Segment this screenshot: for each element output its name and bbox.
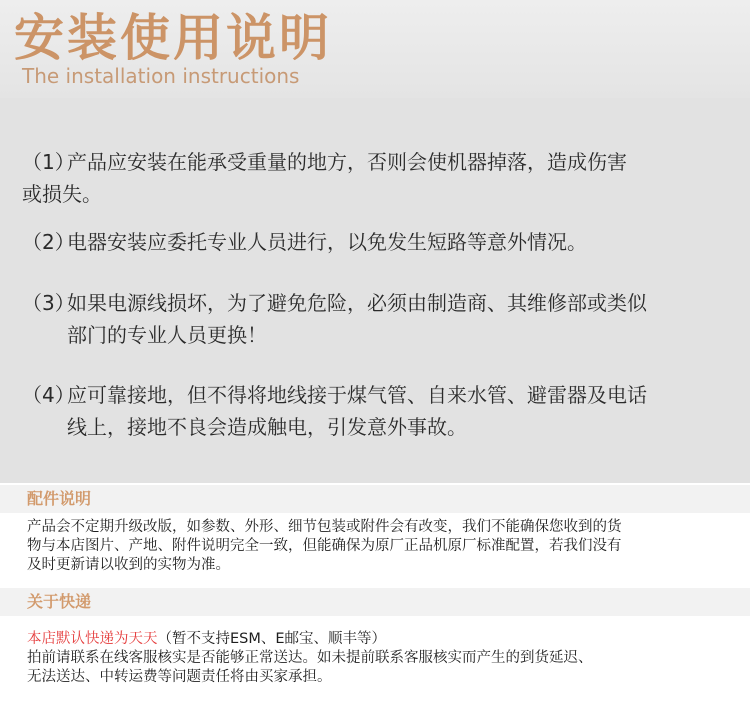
instruction-text: 应可靠接地，但不得将地线接于煤气管、自来水管、避雷器及电话 bbox=[67, 383, 647, 407]
default-courier-highlight: 本店默认快递为天天 bbox=[27, 631, 158, 647]
instruction-text: 电器安装应委托专业人员进行，以免发生短路等意外情况。 bbox=[67, 230, 587, 254]
delivery-notice bbox=[27, 630, 749, 649]
instruction-text: 产品应安装在能承受重量的地方，否则会使机器掉落，造成伤害 bbox=[67, 150, 627, 174]
accessories-line: 产品会不定期升级改版，如参数、外形、细节包装或附件会有改变，我们不能确保您收到的货 bbox=[27, 519, 622, 535]
instruction-number: （1） bbox=[22, 150, 75, 174]
delivery-heading-bar bbox=[0, 588, 750, 616]
instruction-item-4 bbox=[22, 379, 744, 443]
delivery-heading: 关于快递 bbox=[27, 592, 92, 611]
instruction-number: （2） bbox=[22, 230, 75, 254]
delivery-line: 无法送达、中转运费等问题责任将由买家承担。 bbox=[27, 669, 332, 685]
page-title: 安装使用说明 bbox=[14, 9, 332, 67]
instruction-text: 如果电源线损坏，为了避免危险，必须由制造商、其维修部或类似 bbox=[67, 291, 647, 315]
instruction-number: （4） bbox=[22, 383, 75, 407]
page-subtitle: The installation instructions bbox=[22, 64, 300, 88]
delivery-line: 拍前请联系在线客服核实是否能够正常送达。如未提前联系客服核实而产生的到货延迟、 bbox=[27, 650, 593, 666]
accessories-heading: 配件说明 bbox=[27, 489, 92, 508]
instruction-item-2 bbox=[22, 226, 744, 258]
courier-exclusions: （暂不支持ESM、E邮宝、顺丰等） bbox=[157, 631, 387, 647]
instruction-item-3 bbox=[22, 287, 744, 351]
accessories-line: 及时更新请以收到的实物为准。 bbox=[27, 557, 230, 573]
accessories-heading-bar bbox=[0, 485, 750, 513]
accessories-text bbox=[27, 518, 749, 575]
instruction-text-continued: 线上，接地不良会造成触电，引发意外事故。 bbox=[67, 415, 467, 439]
instruction-text-continued: 或损失。 bbox=[22, 182, 102, 206]
instruction-item-1 bbox=[22, 146, 744, 210]
instruction-number: （3） bbox=[22, 291, 75, 315]
delivery-text bbox=[27, 630, 749, 687]
accessories-line: 物与本店图片、产地、附件说明完全一致，但能确保为原厂正品机原厂标准配置，若我们没有 bbox=[27, 538, 622, 554]
instructions-panel bbox=[0, 98, 750, 483]
header-banner bbox=[0, 0, 750, 98]
instruction-text-continued: 部门的专业人员更换！ bbox=[67, 323, 267, 347]
